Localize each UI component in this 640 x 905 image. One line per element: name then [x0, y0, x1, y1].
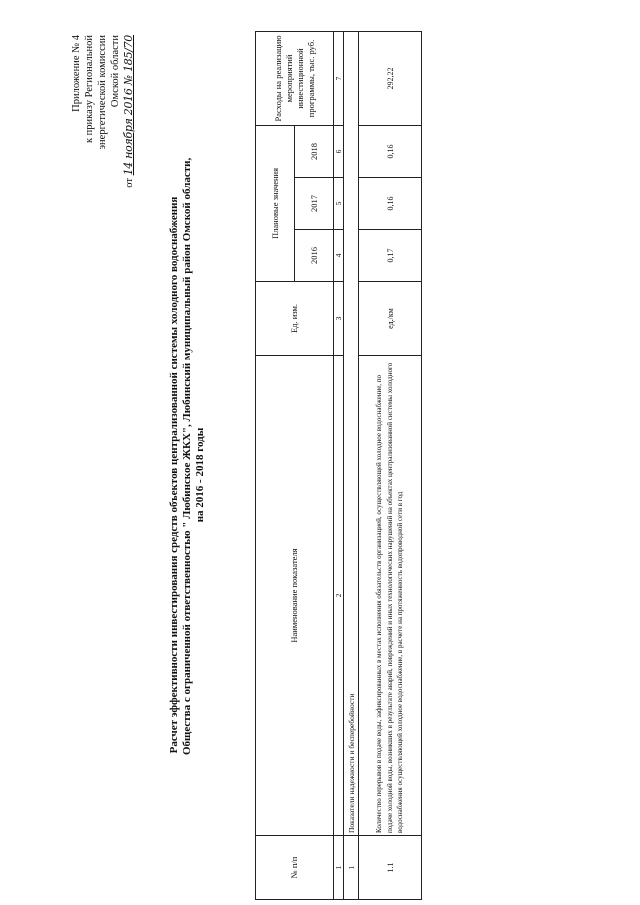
- date-line: [122, 35, 136, 205]
- appendix-line: Омской области: [110, 35, 121, 108]
- section-number: 1: [344, 836, 359, 900]
- appendix-line: энергетической комиссии: [97, 35, 108, 150]
- row-value-2018: 0,16: [359, 125, 422, 177]
- date-prefix: от: [124, 178, 135, 188]
- row-num: 1.1: [359, 836, 422, 900]
- title-line: Расчет эффективности инвестирования средств объектов централизованной системы холодного водоснабжения: [168, 196, 180, 754]
- column-number: 4: [334, 230, 344, 282]
- header-year-2016: 2016: [295, 230, 334, 282]
- title-line: Общества с ограниченной ответственностью " Любинское ЖКХ", Любинский муниципальный район Омской области,: [181, 157, 193, 755]
- document-title: [168, 157, 207, 755]
- row-unit: ед./км: [359, 282, 422, 356]
- row-expenses: 292,22: [359, 31, 422, 125]
- column-number: 1: [334, 836, 344, 900]
- column-number: 3: [334, 282, 344, 356]
- header-year-2017: 2017: [295, 178, 334, 230]
- header-planned: Плановые значения: [256, 125, 295, 281]
- row-indicator-name: Количество перерывов в подаче воды, зафиксированных в местах исполнения обязательств организацией, осуществляющей холодное водоснабжение, по подаче холодной воды, возникших в результате аварий, повреждений и иных технологических нарушений на объектах централизованной системы холодного водоснабжения осуществляющей холодное водоснабжение, в расчете на протяженность водопроводной сети в год: [359, 356, 422, 836]
- header-expenses: Расходы на реализацию мероприятий инвестиционной программы, тыс. руб.: [256, 31, 334, 125]
- column-number: 5: [334, 178, 344, 230]
- handwritten-signature: 14 ноября 2016 № 185/70: [122, 35, 135, 176]
- row-value-2017: 0,16: [359, 178, 422, 230]
- header-year-2018: 2018: [295, 125, 334, 177]
- indicators-table: [255, 31, 422, 900]
- section-row: [344, 31, 359, 899]
- column-number: 2: [334, 356, 344, 836]
- table-row: [359, 31, 422, 899]
- column-number: 6: [334, 125, 344, 177]
- title-line: на 2016 - 2018 годы: [194, 427, 206, 523]
- appendix-block: [70, 35, 136, 205]
- column-number: 7: [334, 31, 344, 125]
- appendix-line: к приказу Региональной: [84, 35, 95, 144]
- section-label: Показатели надежности и бесперебойности: [344, 31, 359, 835]
- numbering-row: [334, 31, 344, 899]
- header-num: № п/п: [256, 836, 334, 900]
- header-name: Наименование показателя: [256, 356, 334, 836]
- appendix-line: Приложение № 4: [71, 35, 82, 112]
- row-value-2016: 0,17: [359, 230, 422, 282]
- header-unit: Ед. изм.: [256, 282, 334, 356]
